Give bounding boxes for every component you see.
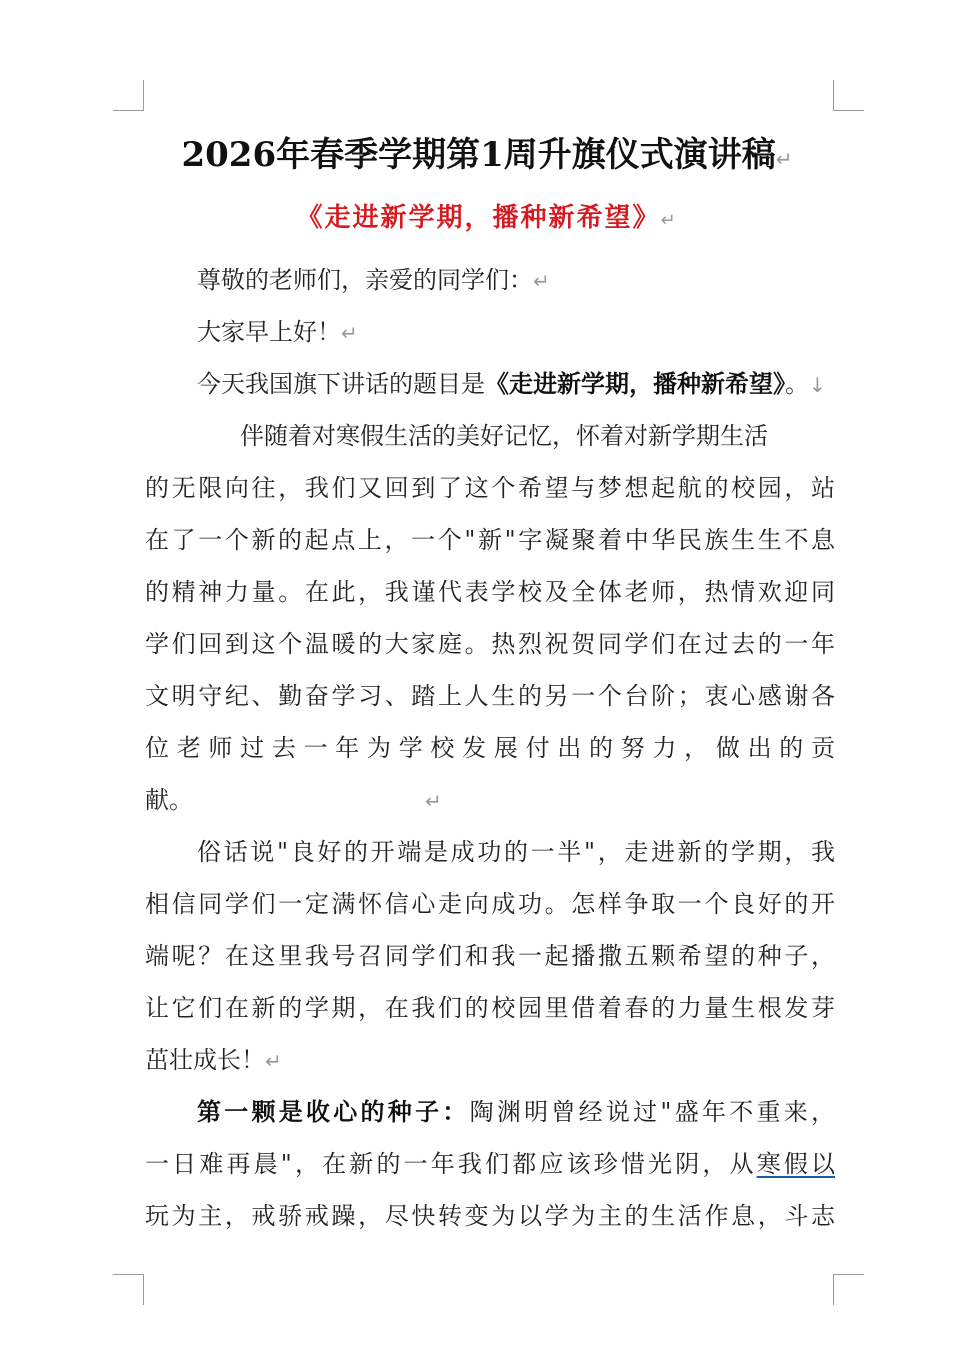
para1-line-6[interactable]: 文明守纪、勤奋学习、踏上人生的另一个台阶；衷心感谢各 [145, 682, 835, 710]
title-text: 2026年春季学期第1周升旗仪式演讲稿 [181, 135, 776, 175]
paragraph-mark-icon: ↵ [775, 147, 793, 171]
subtitle-text: 《走进新学期，播种新希望》 [296, 203, 661, 233]
para1-line-2[interactable]: 的无限向往，我们又回到了这个希望与梦想起航的校园，站 [145, 474, 835, 502]
para2-line-1[interactable]: 俗话说"良好的开端是成功的一半"，走进新的学期，我 [197, 838, 835, 866]
para1-line-4[interactable]: 的精神力量。在此，我谨代表学校及全体老师，热情欢迎同 [145, 578, 835, 606]
crop-mark-top-left [113, 80, 144, 111]
para1-line-5[interactable]: 学们回到这个温暖的大家庭。热烈祝贺同学们在过去的一年 [145, 630, 835, 658]
para2-line-5[interactable] [145, 1045, 835, 1076]
para3-line-2[interactable] [145, 1149, 835, 1179]
para2-line-3[interactable]: 端呢？在这里我号召同学们和我一起播撒五颗希望的种子， [145, 942, 835, 970]
paragraph-mark-icon: ↵ [341, 321, 358, 345]
para3-line-2-text: 一日难再晨"，在新的一年我们都应该珍惜光阴，从 [145, 1150, 757, 1178]
paragraph-mark-icon: ↵ [265, 1049, 282, 1073]
para1-line-1[interactable] [240, 421, 835, 451]
crop-mark-bottom-right [833, 1274, 864, 1305]
para1-line-3[interactable]: 在了一个新的起点上，一个"新"字凝聚着中华民族生生不息 [145, 526, 835, 554]
topic-paragraph[interactable] [197, 369, 826, 400]
para1-line-1-text: 伴随着对寒假生活的美好记忆，怀着对新学期生活 [240, 422, 768, 450]
hello-paragraph[interactable] [197, 317, 358, 348]
document-title[interactable] [0, 127, 974, 176]
para2-line-2[interactable]: 相信同学们一定满怀信心走向成功。怎样争取一个良好的开 [145, 890, 835, 918]
hello-text: 大家早上好！ [197, 318, 341, 346]
para1-line-7[interactable]: 位老师过去一年为学校发展付出的努力，做出的贡 [145, 734, 835, 762]
paragraph-mark-icon: ↵ [425, 789, 442, 813]
para3-heading-text: 第一颗是收心的种子： [197, 1097, 470, 1126]
paragraph-mark-icon: ↵ [533, 269, 550, 293]
topic-suffix-text: 。 [785, 370, 809, 398]
topic-title-text: 《走进新学期，播种新希望》 [485, 369, 785, 398]
para3-line-1[interactable] [197, 1097, 835, 1127]
para2-line-5-text: 茁壮成长！ [145, 1046, 265, 1074]
line-break-mark-icon: ↓ [809, 373, 826, 397]
para2-line-4[interactable]: 让它们在新的学期，在我们的校园里借着春的力量生根发芽 [145, 994, 835, 1022]
para3-line-3[interactable]: 玩为主，戒骄戒躁，尽快转变为以学为主的生活作息，斗志 [145, 1202, 835, 1230]
para1-line-8-text: 献。 [145, 786, 193, 814]
crop-mark-bottom-left [113, 1274, 144, 1305]
crop-mark-top-right [833, 80, 864, 111]
topic-prefix-text: 今天我国旗下讲话的题目是 [197, 370, 485, 398]
underlined-text: 寒假以 [756, 1150, 836, 1178]
document-subtitle[interactable] [0, 197, 974, 234]
greeting-paragraph[interactable] [197, 265, 550, 296]
para1-line-8[interactable] [145, 785, 835, 816]
greeting-text: 尊敬的老师们，亲爱的同学们： [197, 266, 533, 294]
para3-line-1-text: 陶渊明曾经说过"盛年不重来， [469, 1098, 835, 1126]
paragraph-mark-icon: ↵ [660, 210, 678, 231]
